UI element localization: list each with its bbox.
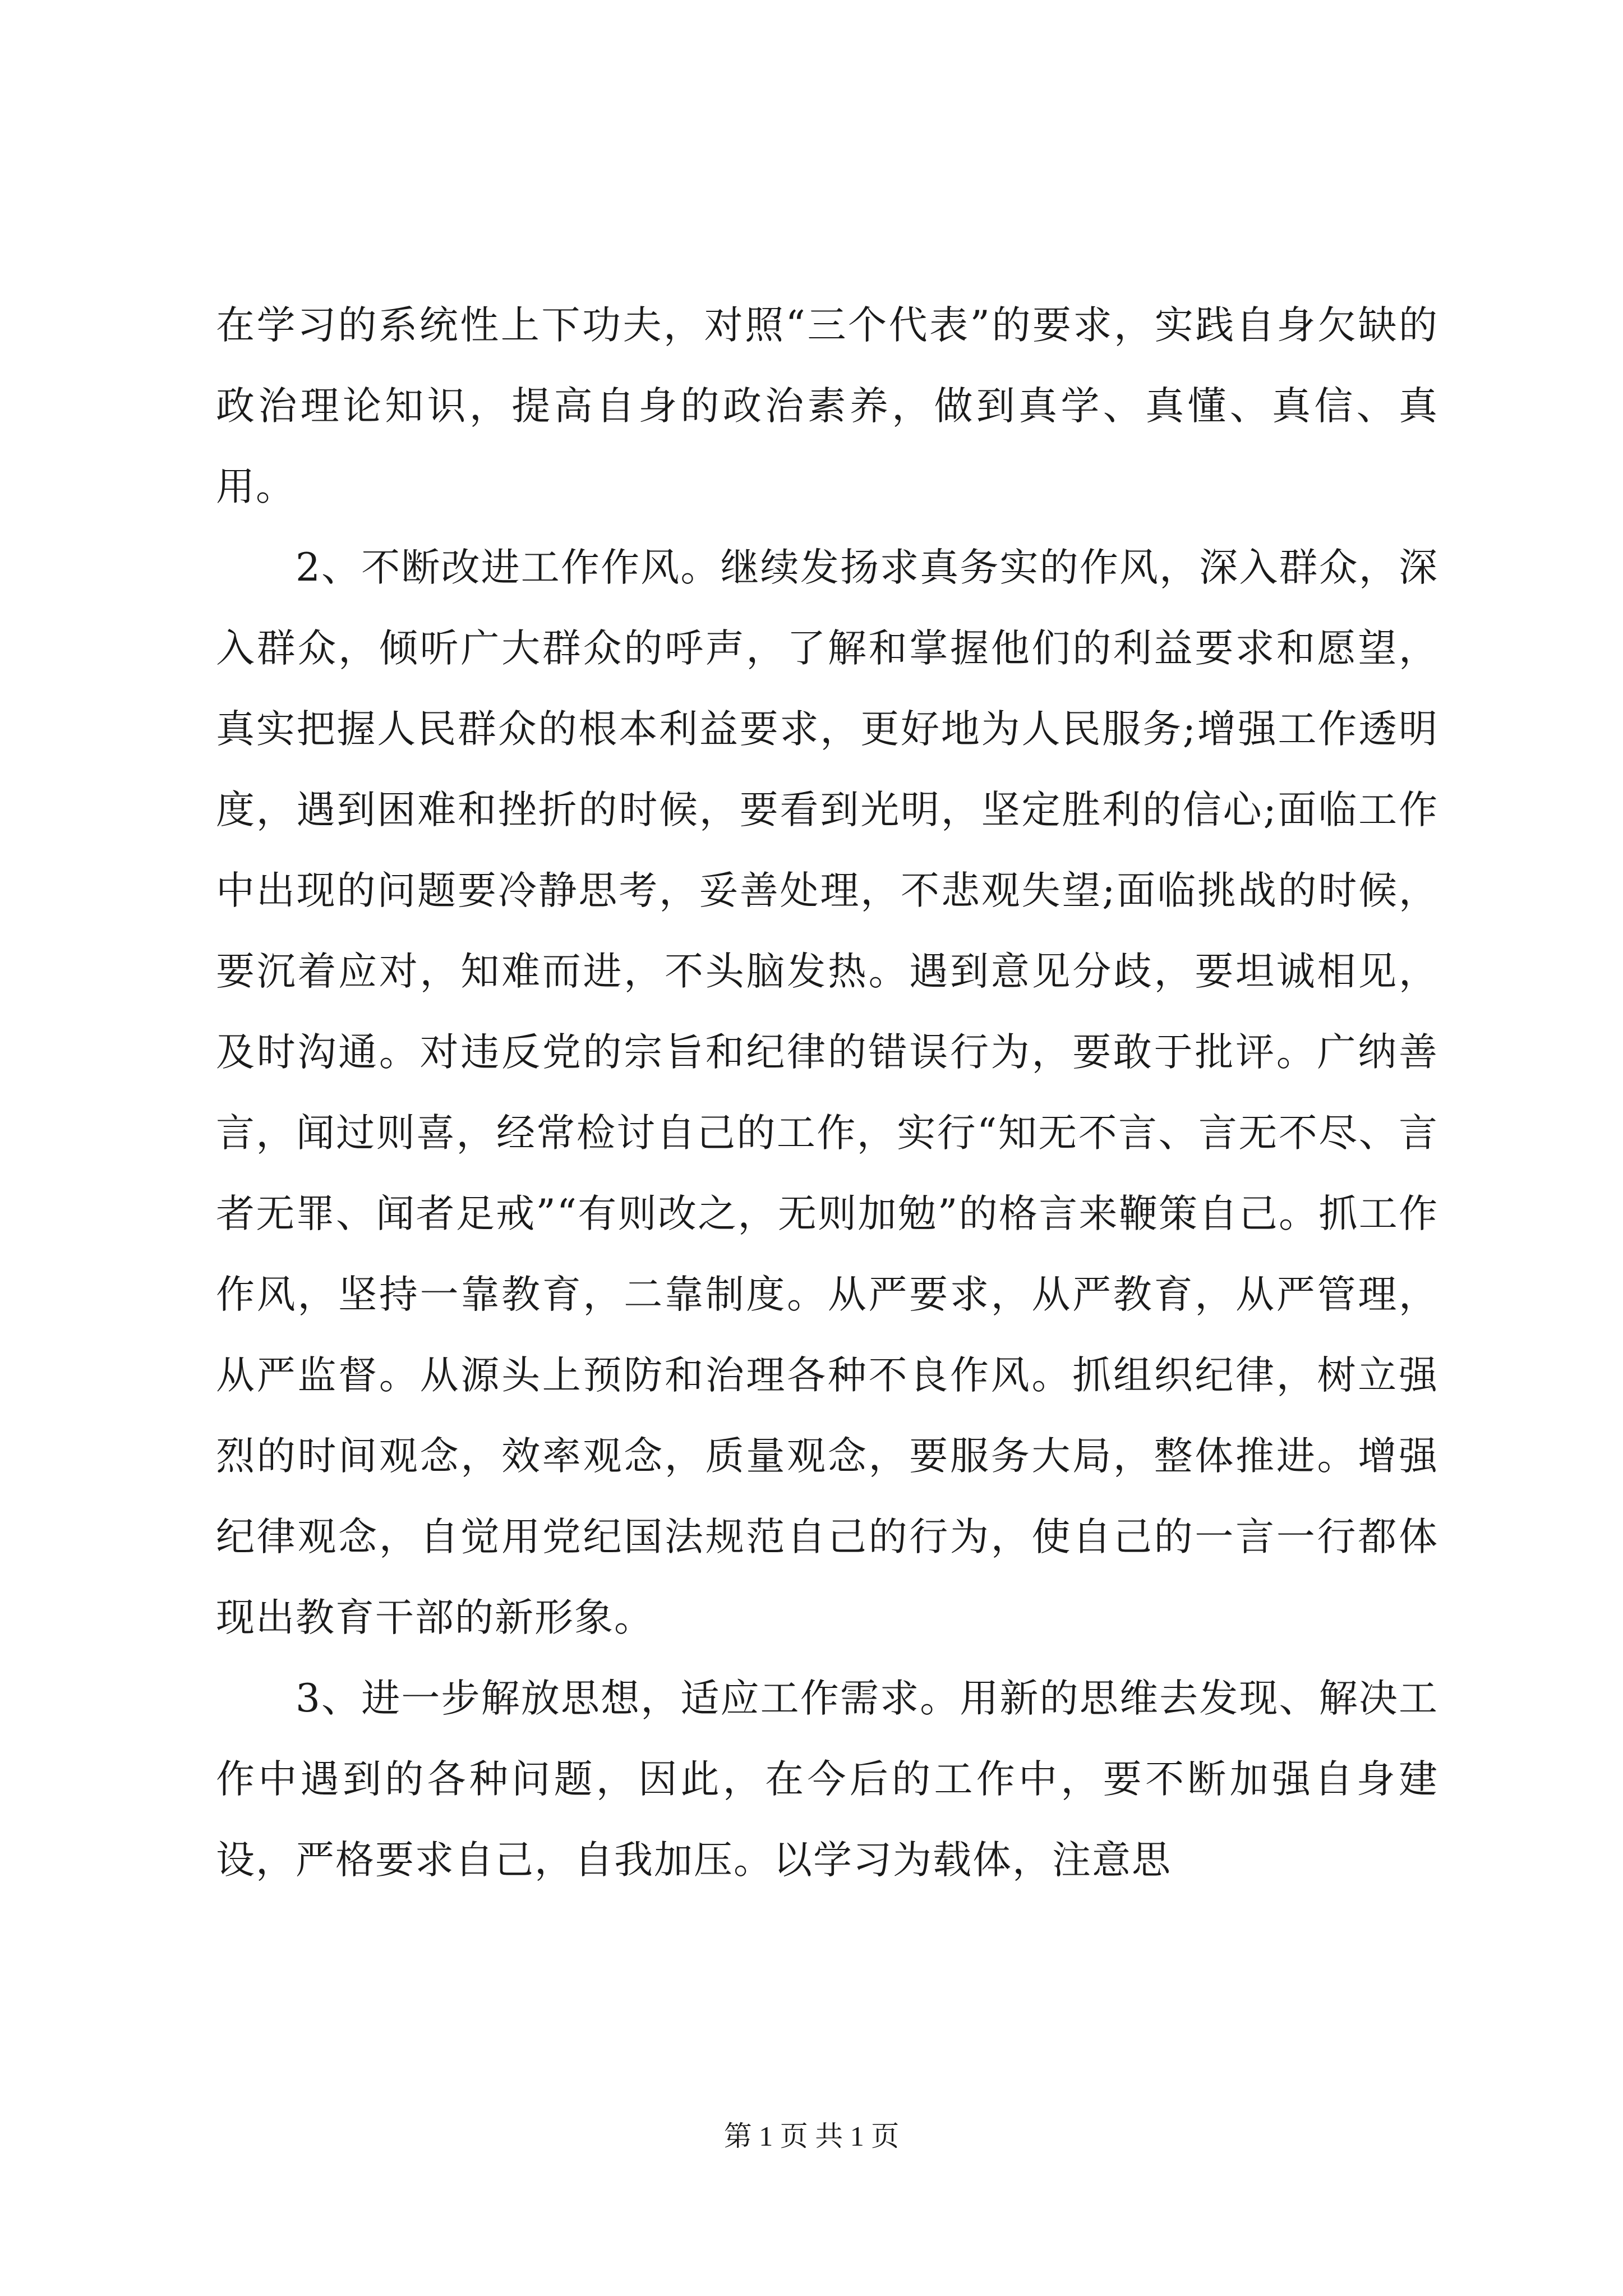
paragraph-1: 在学习的系统性上下功夫，对照“三个代表”的要求，实践自身欠缺的政治理论知识，提高自身的政治素养，做到真学、真懂、真信、真用。 [216,303,1438,509]
page-footer: 第 1 页 共 1 页 [723,2120,900,2152]
paragraph-3: 3、进一步解放思想，适应工作需求。用新的思维去发现、解决工作中遇到的各种问题，因此，在今后的工作中，要不断加强自身建设，严格要求自己，自我加压。以学习为载体，注意思 [216,1676,1438,1883]
document-body [216,285,1438,1901]
paragraph-2: 2、不断改进工作作风。继续发扬求真务实的作风，深入群众，深入群众，倾听广大群众的呼声，了解和掌握他们的利益要求和愿望，真实把握人民群众的根本利益要求，更好地为人民服务;增强工作透明度，遇到困难和挫折的时候，要看到光明，坚定胜利的信心;面临工作中出现的问题要冷静思考，妥善处理，不悲观失望;面临挑战的时候，要沉着应对，知难而进，不头脑发热。遇到意见分歧，要坦诚相见，及时沟通。对违反党的宗旨和纪律的错误行为，要敢于批评。广纳善言，闻过则喜，经常检讨自己的工作，实行“知无不言、言无不尽、言者无罪、闻者足戒”“有则改之，无则加勉”的格言来鞭策自己。抓工作作风，坚持一靠教育，二靠制度。从严要求，从严教育，从严管理，从严监督。从源头上预防和治理各种不良作风。抓组织纪律，树立强烈的时间观念，效率观念，质量观念，要服务大局，整体推进。增强纪律观念，自觉用党纪国法规范自己的行为，使自己的一言一行都体现出教育干部的新形象。 [216,545,1438,1640]
